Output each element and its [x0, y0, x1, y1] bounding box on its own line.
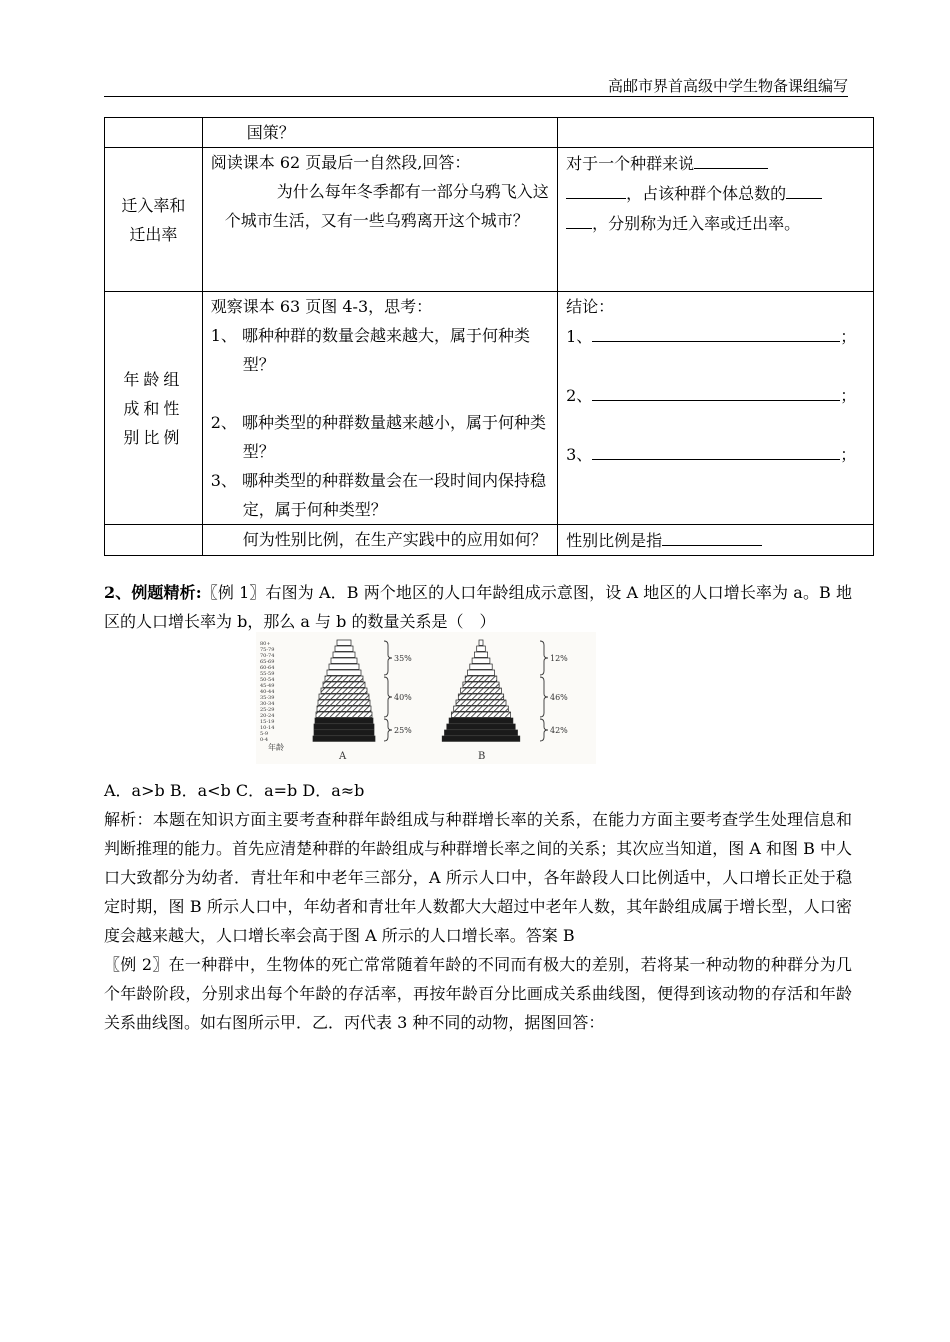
example-1-options: A．a>b B．a<b C．a=b D．a≈b [104, 781, 365, 800]
pyramid-b-bar [470, 664, 492, 669]
row1-answer: 对于一个种群来说 ，占该种群个体总数的 ，分别称为迁入率或迁出率。 [558, 148, 874, 292]
example-1-analysis: 解析：本题在知识方面主要考查种群年龄组成与种群增长率的关系，在能力方面主要考查学生处理信息和判断推理的能力。首先应清楚种群的年龄组成与种群增长率之间的关系；其次应当知道，图 A 和图 B 中人口大致都分为幼者．青壮年和中老年三部分，A 所示人口中，各年龄段人口比例适中，人口增长正处于稳定时期，图 B 所示人口中，年幼者和青壮年人数都大大超过中老年人数，其年龄组成属于增长型，人口密度会越来越大，人口增长率会高于图 A 所示的人口增长率。答案 B [104, 810, 852, 945]
row0-col3 [558, 118, 874, 148]
pyramid-b-percent-label: 46% [550, 693, 568, 702]
pyramid-a-bar [318, 700, 370, 705]
pyramid-a-bar [315, 718, 373, 723]
age-ticks [260, 641, 274, 743]
blank-line[interactable] [592, 380, 840, 401]
pyramid-b-bar [463, 682, 499, 687]
pyramid-a [313, 640, 375, 741]
pyramid-a-brace [384, 641, 392, 675]
pyramid-b [442, 640, 520, 741]
row3-question: 何为性别比例，在生产实践中的应用如何？ [202, 525, 557, 556]
row2-questions: 观察课本 63 页图 4-3，思考： 1、 哪种种群的数量会越来越大，属于何种类型？ 2、 哪种类型的种群数量越来越小，属于何种类型？ 3、 哪种类型的种群数量会在一段时间内保持稳定，属于何种类型？ [202, 292, 557, 525]
pyramid-a-bar [337, 640, 351, 645]
pyramid-b-bar [451, 712, 510, 717]
pyramid-b-brace [540, 677, 548, 717]
pyramid-b-bar [461, 688, 502, 693]
pyramid-svg [256, 632, 596, 764]
pyramid-a-bar [313, 736, 375, 741]
age-tick-label: 15-19 [260, 719, 275, 725]
row2-conclusion: 结论： 1、 ； 2、 ； 3、 ； [558, 292, 874, 525]
pyramid-a-bar [314, 730, 374, 735]
pyramid-a-percent-label: 25% [394, 726, 412, 735]
age-tick-label: 65-69 [260, 659, 275, 665]
row3-label [105, 525, 203, 556]
age-tick-label: 5-9 [260, 731, 269, 737]
header-rule [104, 96, 848, 97]
example-2: 〖例 2〗在一种群中，生物体的死亡常常随着年龄的不同而有极大的差别，若将某一种动物的种群分为几个年龄阶段，分别求出每个年龄的存活率，再按年龄百分比画成关系曲线图，便得到该动物的存活和年龄关系曲线图。如右图所示甲．乙．丙代表 3 种不同的动物，据图回答： [104, 955, 852, 1032]
row1-label: 迁入率和迁出率 [105, 148, 203, 292]
pyramid-a-label: A [339, 751, 347, 762]
pyramid-a-bar [325, 676, 363, 681]
pyramid-b-bar [447, 724, 515, 729]
pyramid-b-bar [458, 694, 503, 699]
pyramid-b-brace [540, 641, 548, 675]
population-pyramid-figure [256, 632, 596, 764]
age-tick-label: 25-29 [260, 707, 275, 713]
blank-line[interactable] [592, 321, 840, 342]
pyramid-a-bar [335, 646, 353, 651]
age-tick-label: 60-64 [260, 665, 275, 671]
table-row [105, 148, 874, 292]
pyramid-b-bar [477, 646, 486, 651]
blank-line[interactable] [694, 148, 768, 169]
age-tick-label: 0-4 [260, 737, 269, 743]
pyramid-b-label: B [478, 751, 486, 762]
row0-col2: 国策？ [202, 118, 557, 148]
row3-answer: 性别比例是指 [558, 525, 874, 556]
pyramid-a-brace [384, 677, 392, 717]
pyramid-a-bar [331, 658, 357, 663]
blank-line[interactable] [566, 208, 592, 229]
pyramid-b-brace [540, 719, 548, 741]
blank-line[interactable] [592, 439, 840, 460]
pyramid-b-bar [465, 676, 497, 681]
pyramid-b-bar [472, 658, 490, 663]
section-heading: 2、例题精析: [104, 583, 202, 602]
pyramid-b-bar [454, 706, 509, 711]
age-tick-label: 70-74 [260, 653, 275, 659]
row2-label: 年龄组成和性别比例 [105, 292, 203, 525]
age-tick-label: 35-39 [260, 695, 275, 701]
pyramid-b-bar [468, 670, 495, 675]
blank-line[interactable] [566, 178, 626, 199]
braces-a [384, 641, 412, 741]
pyramid-a-percent-label: 40% [394, 693, 412, 702]
age-axis-label: 年龄 [268, 743, 284, 752]
pyramid-b-bar [474, 652, 487, 657]
age-tick-label: 75-79 [260, 647, 275, 653]
pyramid-a-brace [384, 719, 392, 741]
age-tick-label: 20-24 [260, 713, 275, 719]
age-tick-label: 10-14 [260, 725, 275, 731]
age-tick-label: 30-34 [260, 701, 275, 707]
row1-question: 阅读课本 62 页最后一自然段,回答： 为什么每年冬季都有一部分乌鸦飞入这个城市生活，又有一些乌鸦离开这个城市？ [202, 148, 557, 292]
pyramid-b-bar [442, 736, 520, 741]
table-row [105, 292, 874, 525]
pyramid-a-bar [333, 652, 355, 657]
example-1: 〖例 1〗右图为 A．B 两个地区的人口年龄组成示意图，设 A 地区的人口增长率为 a。B 地区的人口增长率为 b，那么 a 与 b 的数量关系是（ ） [104, 583, 852, 631]
age-tick-label: 50-54 [260, 677, 275, 683]
pyramid-a-bar [316, 712, 372, 717]
pyramid-a-percent-label: 35% [394, 654, 412, 663]
table-row [105, 118, 874, 148]
pyramid-a-bar [314, 724, 374, 729]
pyramid-a-bar [327, 670, 361, 675]
pyramid-a-bar [323, 682, 365, 687]
table-row [105, 525, 874, 556]
study-table [104, 117, 874, 556]
pyramid-b-bar [449, 718, 513, 723]
pyramid-a-bar [321, 688, 367, 693]
pyramid-a-bar [317, 706, 371, 711]
age-tick-label: 45-49 [260, 683, 275, 689]
page-header: 高邮市界首高级中学生物备课组编写 [607, 77, 848, 95]
pyramid-b-bar [479, 640, 483, 645]
pyramid-b-bar [456, 700, 506, 705]
pyramid-a-bar [329, 664, 359, 669]
pyramid-b-percent-label: 12% [550, 654, 568, 663]
blank-line[interactable] [786, 178, 822, 199]
row0-label [105, 118, 203, 148]
pyramid-a-bar [319, 694, 369, 699]
blank-line[interactable] [662, 525, 762, 546]
pyramid-b-bar [445, 730, 518, 735]
pyramid-b-percent-label: 42% [550, 726, 568, 735]
age-tick-label: 55-59 [260, 671, 275, 677]
braces-b [540, 641, 568, 741]
age-tick-label: 80+ [260, 641, 271, 647]
age-tick-label: 40-44 [260, 689, 275, 695]
